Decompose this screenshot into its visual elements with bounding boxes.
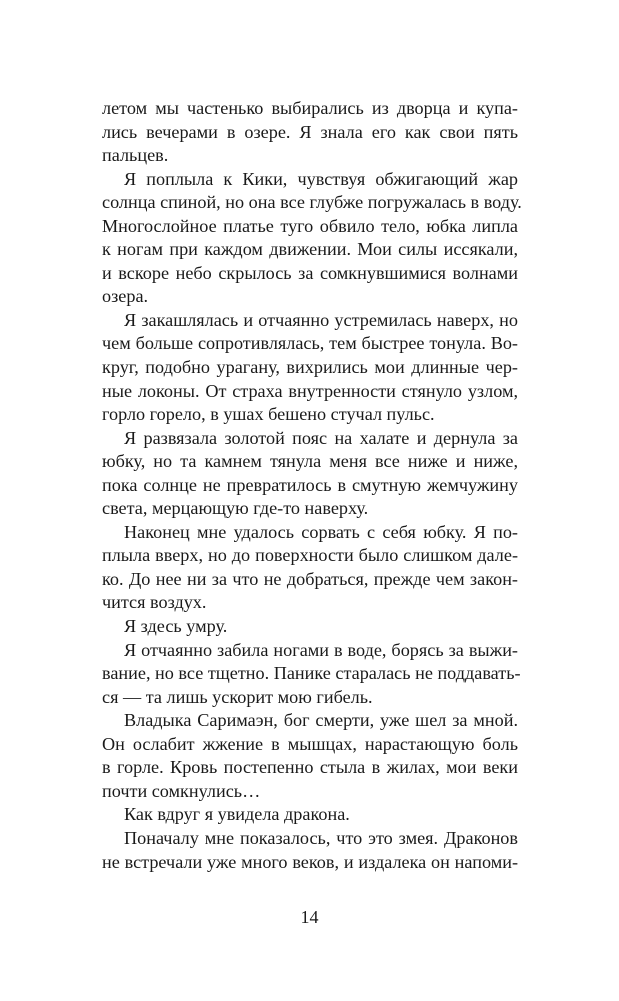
text-line: ко. До нее ни за что не добраться, прежде чем закон- xyxy=(102,568,518,589)
text-line: Я поплыла к Кики, чувствуя обжигающий жар xyxy=(124,168,518,189)
text-line: Я развязала золотой пояс на халате и дернула за xyxy=(124,427,518,448)
text-line: летом мы частенько выбирались из дворца и купа- xyxy=(102,98,518,118)
text-line: Я здесь умру. xyxy=(124,616,228,637)
text-line: круг, подобно урагану, вихрились мои длинные чер- xyxy=(102,357,518,378)
text-line: света, мерцающую где-то наверху. xyxy=(102,498,369,519)
text-line: юбку, но та камнем тянула меня все ниже и ниже, xyxy=(102,451,518,472)
text-line: солнца спиной, но она все глубже погружалась в воду. xyxy=(102,192,522,213)
text-line: пальцев. xyxy=(102,145,169,166)
text-line: Я отчаянно забила ногами в воде, борясь за выжи- xyxy=(124,639,518,660)
text-line: озера. xyxy=(102,286,149,307)
text-line: лись вечерами в озере. Я знала его как свои пять xyxy=(102,121,518,142)
text-line: Он ослабит жжение в мышцах, нарастающую боль xyxy=(102,733,518,754)
text-line: пока солнце не превратилось в смутную жемчужину xyxy=(102,474,518,495)
text-line: и вскоре небо скрылось за сомкнувшимися волнами xyxy=(102,262,518,283)
text-line: Наконец мне удалось сорвать с себя юбку. Я по- xyxy=(124,521,518,542)
text-line: плыла вверх, но до поверхности было слишком дале- xyxy=(102,545,518,566)
text-line: к ногам при каждом движении. Мои силы иссякали, xyxy=(102,239,518,260)
text-line: Как вдруг я увидела дракона. xyxy=(124,804,350,825)
text-line: ные локоны. От страха внутренности стянуло узлом, xyxy=(102,380,518,401)
text-line: чится воздух. xyxy=(102,592,207,613)
body-text xyxy=(102,97,522,874)
text-line: Владыка Саримаэн, бог смерти, уже шел за мной. xyxy=(124,710,518,731)
text-line: Я закашлялась и отчаянно устремилась наверх, но xyxy=(124,309,518,330)
text-line: вание, но все тщетно. Панике старалась не поддавать- xyxy=(102,663,521,684)
text-line: Многослойное платье туго обвило тело, юбка липла xyxy=(102,215,518,236)
text-line: чем больше сопротивлялась, тем быстрее тонула. Во- xyxy=(102,333,518,354)
text-line: в горле. Кровь постепенно стыла в жилах, мои веки xyxy=(102,757,518,778)
text-line: ся — та лишь ускорит мою гибель. xyxy=(102,686,373,707)
text-line: Поначалу мне показалось, что это змея. Драконов xyxy=(124,827,518,848)
page-number: 14 xyxy=(300,907,319,927)
text-line: горло горело, в ушах бешено стучал пульс. xyxy=(102,404,435,425)
text-line: не встречали уже много веков, и издалека он напоми- xyxy=(102,851,518,872)
text-line: почти сомкнулись… xyxy=(102,780,261,801)
